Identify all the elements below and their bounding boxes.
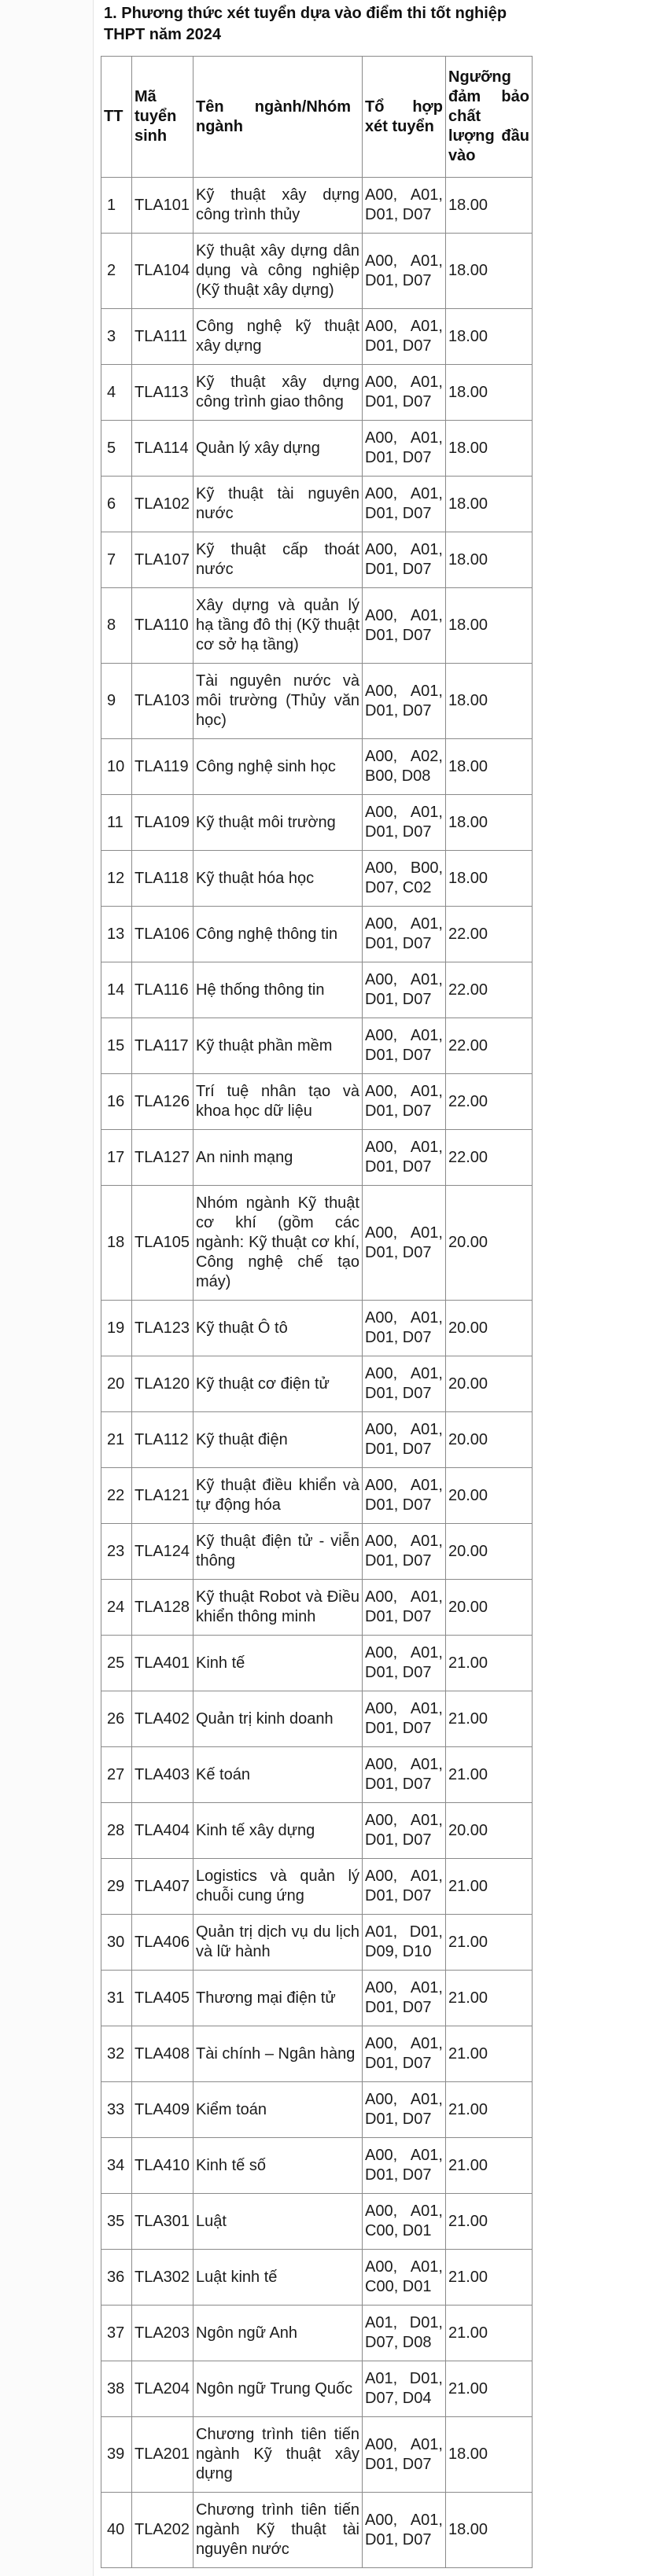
cell-code: TLA104 xyxy=(132,234,194,309)
cell-combinations: A00, A01, D01, D07 xyxy=(363,2082,446,2138)
cell-combinations: A00, A01, D01, D07 xyxy=(363,309,446,365)
cell-combinations: A00, A01, D01, D07 xyxy=(363,1018,446,1074)
cell-threshold-score: 21.00 xyxy=(446,1859,533,1915)
cell-row-number: 22 xyxy=(101,1468,132,1524)
cell-threshold-score: 21.00 xyxy=(446,1691,533,1747)
table-row xyxy=(101,739,533,795)
table-row xyxy=(101,1524,533,1580)
table-row xyxy=(101,1468,533,1524)
cell-threshold-score: 21.00 xyxy=(446,2306,533,2361)
cell-code: TLA106 xyxy=(132,907,194,962)
cell-major-name: Hệ thống thông tin xyxy=(194,962,363,1018)
table-row xyxy=(101,1636,533,1691)
cell-combinations: A00, A01, C00, D01 xyxy=(363,2250,446,2306)
table-row xyxy=(101,1412,533,1468)
cell-major-name: Kỹ thuật cơ điện tử xyxy=(194,1356,363,1412)
cell-major-name: Tài chính – Ngân hàng xyxy=(194,2026,363,2082)
cell-combinations: A00, A01, D01, D07 xyxy=(363,1356,446,1412)
cell-row-number: 11 xyxy=(101,795,132,851)
table-row xyxy=(101,2417,533,2493)
cell-row-number: 19 xyxy=(101,1301,132,1356)
table-row xyxy=(101,2138,533,2194)
cell-combinations: A00, A01, D01, D07 xyxy=(363,588,446,664)
cell-threshold-score: 18.00 xyxy=(446,421,533,477)
cell-row-number: 1 xyxy=(101,178,132,234)
cell-row-number: 36 xyxy=(101,2250,132,2306)
cell-threshold-score: 21.00 xyxy=(446,1636,533,1691)
cell-combinations: A00, A01, D01, D07 xyxy=(363,1580,446,1636)
table-row xyxy=(101,1859,533,1915)
cell-code: TLA202 xyxy=(132,2493,194,2568)
cell-code: TLA403 xyxy=(132,1747,194,1803)
table-row xyxy=(101,1803,533,1859)
cell-code: TLA117 xyxy=(132,1018,194,1074)
cell-threshold-score: 20.00 xyxy=(446,1301,533,1356)
col-header-tt: TT xyxy=(101,57,132,178)
cell-combinations: A00, A01, D01, D07 xyxy=(363,907,446,962)
cell-code: TLA404 xyxy=(132,1803,194,1859)
table-row xyxy=(101,907,533,962)
col-header-major: Tên ngành/Nhóm ngành xyxy=(194,57,363,178)
cell-combinations: A00, A01, D01, D07 xyxy=(363,1186,446,1301)
cell-code: TLA112 xyxy=(132,1412,194,1468)
cell-threshold-score: 22.00 xyxy=(446,962,533,1018)
table-row xyxy=(101,1301,533,1356)
cell-combinations: A00, A01, D01, D07 xyxy=(363,1074,446,1130)
cell-combinations: A00, A01, D01, D07 xyxy=(363,532,446,588)
cell-combinations: A00, B00, D07, C02 xyxy=(363,851,446,907)
cell-major-name: Kỹ thuật phần mềm xyxy=(194,1018,363,1074)
cell-combinations: A00, A01, D01, D07 xyxy=(363,2026,446,2082)
cell-combinations: A00, A01, D01, D07 xyxy=(363,1636,446,1691)
cell-row-number: 17 xyxy=(101,1130,132,1186)
cell-code: TLA114 xyxy=(132,421,194,477)
cell-code: TLA201 xyxy=(132,2417,194,2493)
cell-row-number: 25 xyxy=(101,1636,132,1691)
cell-combinations: A00, A01, D01, D07 xyxy=(363,1301,446,1356)
cell-row-number: 39 xyxy=(101,2417,132,2493)
cell-code: TLA402 xyxy=(132,1691,194,1747)
cell-combinations: A01, D01, D07, D04 xyxy=(363,2361,446,2417)
table-row xyxy=(101,234,533,309)
cell-row-number: 26 xyxy=(101,1691,132,1747)
table-row xyxy=(101,1356,533,1412)
table-row xyxy=(101,1018,533,1074)
cell-row-number: 12 xyxy=(101,851,132,907)
table-row xyxy=(101,1074,533,1130)
cell-combinations: A00, A01, D01, D07 xyxy=(363,477,446,532)
cell-threshold-score: 21.00 xyxy=(446,2361,533,2417)
table-row xyxy=(101,1580,533,1636)
cell-combinations: A00, A01, C00, D01 xyxy=(363,2194,446,2250)
admission-methods-table xyxy=(101,56,533,2568)
cell-row-number: 3 xyxy=(101,309,132,365)
cell-row-number: 23 xyxy=(101,1524,132,1580)
cell-major-name: Kỹ thuật xây dựng dân dụng và công nghiệp (Kỹ thuật xây dựng) xyxy=(194,234,363,309)
table-row xyxy=(101,477,533,532)
table-row xyxy=(101,1130,533,1186)
cell-row-number: 6 xyxy=(101,477,132,532)
cell-code: TLA204 xyxy=(132,2361,194,2417)
cell-code: TLA111 xyxy=(132,309,194,365)
cell-major-name: Kỹ thuật cấp thoát nước xyxy=(194,532,363,588)
cell-row-number: 21 xyxy=(101,1412,132,1468)
table-row xyxy=(101,1971,533,2026)
cell-row-number: 27 xyxy=(101,1747,132,1803)
cell-code: TLA406 xyxy=(132,1915,194,1971)
cell-threshold-score: 21.00 xyxy=(446,2026,533,2082)
cell-threshold-score: 21.00 xyxy=(446,2194,533,2250)
table-row xyxy=(101,2361,533,2417)
cell-code: TLA124 xyxy=(132,1524,194,1580)
cell-major-name: Thương mại điện tử xyxy=(194,1971,363,2026)
left-gutter xyxy=(0,0,93,2576)
table-row xyxy=(101,2026,533,2082)
cell-row-number: 4 xyxy=(101,365,132,421)
cell-threshold-score: 18.00 xyxy=(446,739,533,795)
cell-combinations: A00, A01, D01, D07 xyxy=(363,2493,446,2568)
cell-major-name: Logistics và quản lý chuỗi cung ứng xyxy=(194,1859,363,1915)
cell-row-number: 32 xyxy=(101,2026,132,2082)
cell-code: TLA126 xyxy=(132,1074,194,1130)
table-row xyxy=(101,2082,533,2138)
cell-row-number: 8 xyxy=(101,588,132,664)
cell-code: TLA113 xyxy=(132,365,194,421)
cell-major-name: Kỹ thuật hóa học xyxy=(194,851,363,907)
cell-row-number: 20 xyxy=(101,1356,132,1412)
cell-code: TLA121 xyxy=(132,1468,194,1524)
cell-major-name: Luật kinh tế xyxy=(194,2250,363,2306)
cell-threshold-score: 18.00 xyxy=(446,851,533,907)
table-row xyxy=(101,1691,533,1747)
cell-threshold-score: 18.00 xyxy=(446,178,533,234)
cell-major-name: Công nghệ thông tin xyxy=(194,907,363,962)
cell-major-name: Kiểm toán xyxy=(194,2082,363,2138)
cell-threshold-score: 20.00 xyxy=(446,1356,533,1412)
cell-threshold-score: 21.00 xyxy=(446,1747,533,1803)
cell-row-number: 18 xyxy=(101,1186,132,1301)
cell-major-name: Kinh tế xyxy=(194,1636,363,1691)
cell-major-name: Tài nguyên nước và môi trường (Thủy văn học) xyxy=(194,664,363,739)
cell-major-name: Ngôn ngữ Trung Quốc xyxy=(194,2361,363,2417)
cell-code: TLA109 xyxy=(132,795,194,851)
cell-row-number: 13 xyxy=(101,907,132,962)
cell-threshold-score: 18.00 xyxy=(446,477,533,532)
cell-major-name: Quản lý xây dựng xyxy=(194,421,363,477)
cell-code: TLA302 xyxy=(132,2250,194,2306)
cell-code: TLA405 xyxy=(132,1971,194,2026)
cell-code: TLA301 xyxy=(132,2194,194,2250)
cell-row-number: 29 xyxy=(101,1859,132,1915)
cell-major-name: Công nghệ sinh học xyxy=(194,739,363,795)
cell-combinations: A00, A01, D01, D07 xyxy=(363,178,446,234)
cell-combinations: A00, A01, D01, D07 xyxy=(363,1747,446,1803)
cell-code: TLA408 xyxy=(132,2026,194,2082)
cell-code: TLA102 xyxy=(132,477,194,532)
cell-row-number: 7 xyxy=(101,532,132,588)
cell-row-number: 10 xyxy=(101,739,132,795)
cell-code: TLA119 xyxy=(132,739,194,795)
cell-row-number: 35 xyxy=(101,2194,132,2250)
cell-row-number: 38 xyxy=(101,2361,132,2417)
cell-combinations: A00, A01, D01, D07 xyxy=(363,962,446,1018)
cell-threshold-score: 21.00 xyxy=(446,2082,533,2138)
table-row xyxy=(101,795,533,851)
cell-major-name: Luật xyxy=(194,2194,363,2250)
cell-major-name: Trí tuệ nhân tạo và khoa học dữ liệu xyxy=(194,1074,363,1130)
table-row xyxy=(101,962,533,1018)
table-row xyxy=(101,421,533,477)
cell-major-name: Kinh tế số xyxy=(194,2138,363,2194)
cell-row-number: 33 xyxy=(101,2082,132,2138)
cell-row-number: 28 xyxy=(101,1803,132,1859)
cell-threshold-score: 18.00 xyxy=(446,588,533,664)
cell-code: TLA123 xyxy=(132,1301,194,1356)
cell-combinations: A00, A01, D01, D07 xyxy=(363,2417,446,2493)
cell-code: TLA409 xyxy=(132,2082,194,2138)
cell-row-number: 9 xyxy=(101,664,132,739)
cell-combinations: A00, A01, D01, D07 xyxy=(363,664,446,739)
table-body xyxy=(101,178,533,2568)
table-row xyxy=(101,532,533,588)
col-header-combos: Tổ hợp xét tuyển xyxy=(363,57,446,178)
cell-combinations: A00, A01, D01, D07 xyxy=(363,1803,446,1859)
cell-combinations: A00, A02, B00, D08 xyxy=(363,739,446,795)
table-row xyxy=(101,2306,533,2361)
cell-code: TLA110 xyxy=(132,588,194,664)
cell-threshold-score: 20.00 xyxy=(446,1524,533,1580)
cell-major-name: Kỹ thuật điện xyxy=(194,1412,363,1468)
cell-row-number: 2 xyxy=(101,234,132,309)
table-row xyxy=(101,2250,533,2306)
cell-threshold-score: 18.00 xyxy=(446,309,533,365)
cell-combinations: A00, A01, D01, D07 xyxy=(363,1130,446,1186)
cell-code: TLA103 xyxy=(132,664,194,739)
cell-combinations: A00, A01, D01, D07 xyxy=(363,1971,446,2026)
content-area xyxy=(93,0,645,2576)
cell-threshold-score: 18.00 xyxy=(446,365,533,421)
table-row xyxy=(101,1915,533,1971)
cell-combinations: A00, A01, D01, D07 xyxy=(363,1524,446,1580)
cell-combinations: A00, A01, D01, D07 xyxy=(363,1468,446,1524)
cell-code: TLA107 xyxy=(132,532,194,588)
cell-major-name: Kỹ thuật môi trường xyxy=(194,795,363,851)
cell-combinations: A01, D01, D09, D10 xyxy=(363,1915,446,1971)
table-row xyxy=(101,365,533,421)
cell-combinations: A00, A01, D01, D07 xyxy=(363,1859,446,1915)
cell-threshold-score: 18.00 xyxy=(446,795,533,851)
cell-major-name: Kỹ thuật Ô tô xyxy=(194,1301,363,1356)
cell-threshold-score: 20.00 xyxy=(446,1186,533,1301)
cell-code: TLA120 xyxy=(132,1356,194,1412)
cell-major-name: Kế toán xyxy=(194,1747,363,1803)
cell-row-number: 24 xyxy=(101,1580,132,1636)
cell-combinations: A00, A01, D01, D07 xyxy=(363,365,446,421)
cell-threshold-score: 18.00 xyxy=(446,532,533,588)
table-row xyxy=(101,2493,533,2568)
cell-row-number: 30 xyxy=(101,1915,132,1971)
cell-major-name: Kỹ thuật điều khiển và tự động hóa xyxy=(194,1468,363,1524)
cell-major-name: Chương trình tiên tiến ngành Kỹ thuật xây dựng xyxy=(194,2417,363,2493)
cell-combinations: A00, A01, D01, D07 xyxy=(363,234,446,309)
cell-threshold-score: 18.00 xyxy=(446,2493,533,2568)
cell-code: TLA101 xyxy=(132,178,194,234)
cell-threshold-score: 20.00 xyxy=(446,1803,533,1859)
table-row xyxy=(101,664,533,739)
cell-code: TLA105 xyxy=(132,1186,194,1301)
cell-threshold-score: 22.00 xyxy=(446,1018,533,1074)
cell-combinations: A00, A01, D01, D07 xyxy=(363,1691,446,1747)
table-row xyxy=(101,588,533,664)
cell-row-number: 14 xyxy=(101,962,132,1018)
cell-code: TLA407 xyxy=(132,1859,194,1915)
table-row xyxy=(101,1186,533,1301)
cell-major-name: Kỹ thuật xây dựng công trình giao thông xyxy=(194,365,363,421)
cell-code: TLA401 xyxy=(132,1636,194,1691)
page-title: 1. Phương thức xét tuyển dựa vào điểm thi tốt nghiệp THPT năm 2024 xyxy=(104,5,507,43)
cell-threshold-score: 18.00 xyxy=(446,664,533,739)
cell-threshold-score: 20.00 xyxy=(446,1468,533,1524)
cell-row-number: 31 xyxy=(101,1971,132,2026)
cell-threshold-score: 22.00 xyxy=(446,1130,533,1186)
cell-combinations: A01, D01, D07, D08 xyxy=(363,2306,446,2361)
cell-threshold-score: 21.00 xyxy=(446,2250,533,2306)
cell-threshold-score: 18.00 xyxy=(446,2417,533,2493)
cell-threshold-score: 20.00 xyxy=(446,1580,533,1636)
cell-code: TLA203 xyxy=(132,2306,194,2361)
cell-threshold-score: 18.00 xyxy=(446,234,533,309)
cell-major-name: Nhóm ngành Kỹ thuật cơ khí (gồm các ngành: Kỹ thuật cơ khí, Công nghệ chế tạo máy) xyxy=(194,1186,363,1301)
table-row xyxy=(101,178,533,234)
cell-threshold-score: 20.00 xyxy=(446,1412,533,1468)
cell-combinations: A00, A01, D01, D07 xyxy=(363,1412,446,1468)
cell-threshold-score: 21.00 xyxy=(446,1915,533,1971)
cell-row-number: 37 xyxy=(101,2306,132,2361)
cell-major-name: Chương trình tiên tiến ngành Kỹ thuật tài nguyên nước xyxy=(194,2493,363,2568)
table-header-row xyxy=(101,57,533,178)
cell-combinations: A00, A01, D01, D07 xyxy=(363,795,446,851)
cell-row-number: 15 xyxy=(101,1018,132,1074)
table-row xyxy=(101,2194,533,2250)
cell-major-name: Kỹ thuật Robot và Điều khiển thông minh xyxy=(194,1580,363,1636)
cell-combinations: A00, A01, D01, D07 xyxy=(363,421,446,477)
cell-code: TLA410 xyxy=(132,2138,194,2194)
cell-threshold-score: 21.00 xyxy=(446,2138,533,2194)
cell-code: TLA118 xyxy=(132,851,194,907)
cell-major-name: Ngôn ngữ Anh xyxy=(194,2306,363,2361)
cell-major-name: Kỹ thuật tài nguyên nước xyxy=(194,477,363,532)
cell-row-number: 5 xyxy=(101,421,132,477)
table-row xyxy=(101,1747,533,1803)
cell-major-name: Công nghệ kỹ thuật xây dựng xyxy=(194,309,363,365)
cell-combinations: A00, A01, D01, D07 xyxy=(363,2138,446,2194)
cell-major-name: Quản trị kinh doanh xyxy=(194,1691,363,1747)
cell-major-name: Xây dựng và quản lý hạ tầng đô thị (Kỹ thuật cơ sở hạ tầng) xyxy=(194,588,363,664)
table-row xyxy=(101,309,533,365)
cell-major-name: Kỹ thuật điện tử - viễn thông xyxy=(194,1524,363,1580)
col-header-threshold: Ngưỡng đảm bảo chất lượng đầu vào xyxy=(446,57,533,178)
cell-major-name: Quản trị dịch vụ du lịch và lữ hành xyxy=(194,1915,363,1971)
cell-threshold-score: 22.00 xyxy=(446,907,533,962)
cell-major-name: Kỹ thuật xây dựng công trình thủy xyxy=(194,178,363,234)
col-header-code: Mã tuyển sinh xyxy=(132,57,194,178)
table-row xyxy=(101,851,533,907)
cell-major-name: An ninh mạng xyxy=(194,1130,363,1186)
cell-major-name: Kinh tế xây dựng xyxy=(194,1803,363,1859)
cell-row-number: 34 xyxy=(101,2138,132,2194)
cell-row-number: 16 xyxy=(101,1074,132,1130)
cell-code: TLA127 xyxy=(132,1130,194,1186)
cell-row-number: 40 xyxy=(101,2493,132,2568)
cell-threshold-score: 21.00 xyxy=(446,1971,533,2026)
cell-threshold-score: 22.00 xyxy=(446,1074,533,1130)
cell-code: TLA116 xyxy=(132,962,194,1018)
cell-code: TLA128 xyxy=(132,1580,194,1636)
